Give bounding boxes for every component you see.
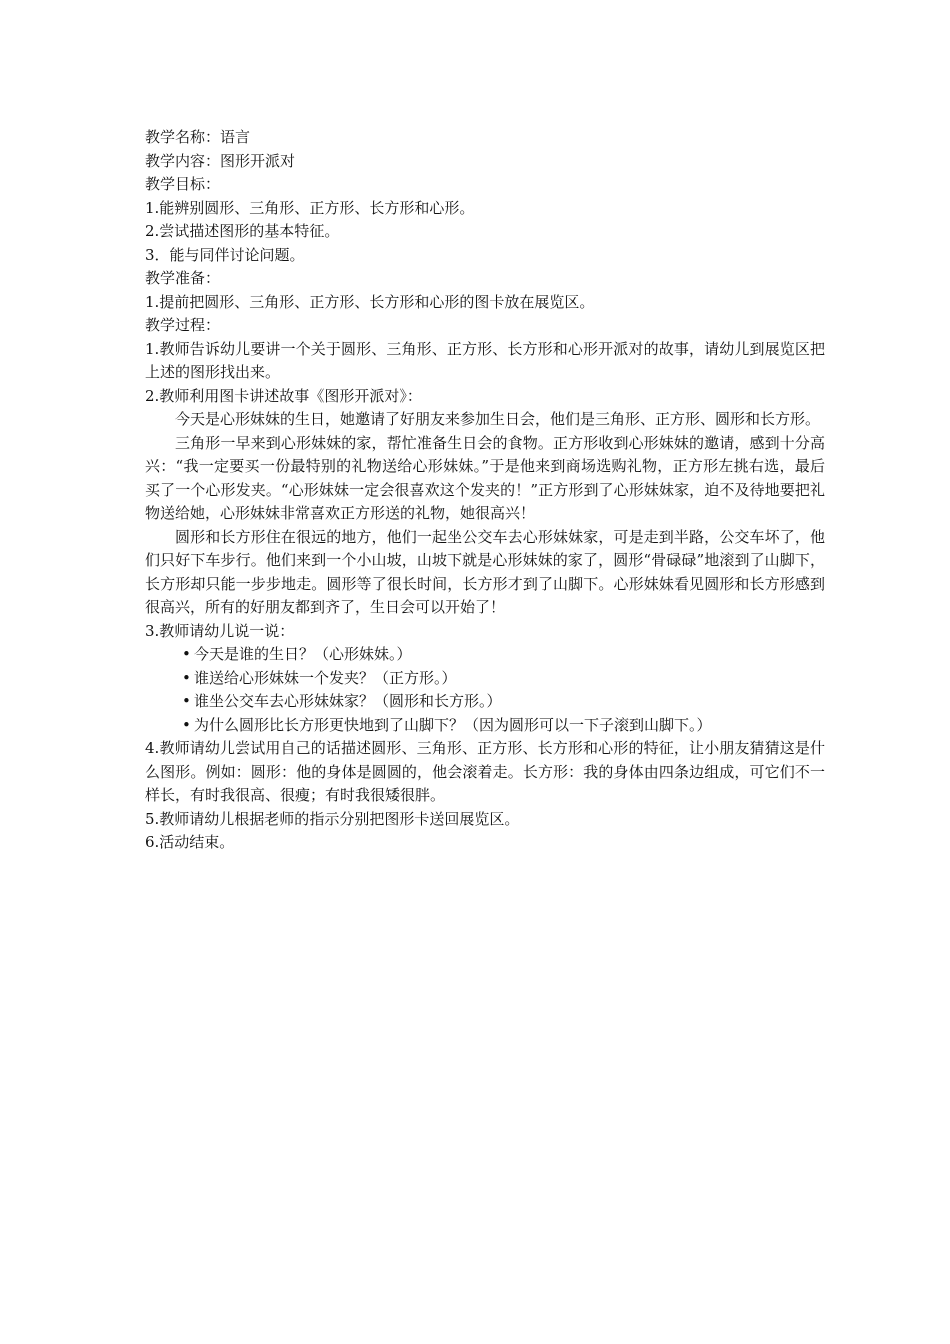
question-item xyxy=(145,643,825,667)
process-step-4: 4.教师请幼儿尝试用自己的话描述圆形、三角形、正方形、长方形和心形的特征，让小朋友猜猜这是什么图形。例如：圆形：他的身体是圆圆的，他会滚着走。长方形：我的身体由四条边组成，可它们不一样长，有时我很高、很瘦；有时我很矮很胖。 xyxy=(145,739,825,804)
story-paragraph: 三角形一早来到心形妹妹的家，帮忙准备生日会的食物。正方形收到心形妹妹的邀请，感到十分高兴：“我一定要买一份最特别的礼物送给心形妹妹。”于是他来到商场选购礼物，正方形左挑右选，最后买了一个心形发夹。“心形妹妹一定会很喜欢这个发夹的！”正方形到了心形妹妹家，迫不及待地要把礼物送给她，心形妹妹非常喜欢正方形送的礼物，她很高兴！ xyxy=(145,433,825,522)
goal-item: 2.尝试描述图形的基本特征。 xyxy=(145,222,340,240)
question-item xyxy=(145,714,825,738)
story-paragraph: 今天是心形妹妹的生日，她邀请了好朋友来参加生日会，他们是三角形、正方形、圆形和长方形。 xyxy=(175,410,821,428)
process-step-5: 5.教师请幼儿根据老师的指示分别把图形卡送回展览区。 xyxy=(145,809,520,828)
question-item xyxy=(145,690,825,714)
bullet-icon: • xyxy=(182,668,191,687)
question-item xyxy=(145,667,825,691)
story-paragraph: 圆形和长方形住在很远的地方，他们一起坐公交车去心形妹妹家，可是走到半路，公交车坏了，他们只好下车步行。他们来到一个小山坡，山坡下就是心形妹妹的家了，圆形“骨碌碌”地滚到了山脚下，长方形却只能一步步地走。圆形等了很长时间，长方形才到了山脚下。心形妹妹看见圆形和长方形感到很高兴，所有的好朋友都到齐了，生日会可以开始了！ xyxy=(145,527,825,616)
question-text: 今天是谁的生日？（心形妹妹。） xyxy=(194,645,412,663)
question-text: 谁送给心形妹妹一个发夹？（正方形。） xyxy=(194,668,457,687)
prep-item: 1.提前把圆形、三角形、正方形、长方形和心形的图卡放在展览区。 xyxy=(145,292,595,311)
goal-item: 3．能与同伴讨论问题。 xyxy=(145,245,305,264)
process-step-2: 2.教师利用图卡讲述故事《图形开派对》： xyxy=(145,386,422,405)
process-step-6: 6.活动结束。 xyxy=(145,833,235,851)
bullet-icon: • xyxy=(182,645,191,663)
process-step-1: 1.教师告诉幼儿要讲一个关于圆形、三角形、正方形、长方形和心形开派对的故事，请幼儿到展览区把上述的图形找出来。 xyxy=(145,339,825,381)
lesson-content: 教学内容：图形开派对 xyxy=(145,151,296,170)
question-text: 为什么圆形比长方形更快地到了山脚下？（因为圆形可以一下子滚到山脚下。） xyxy=(194,715,712,734)
bullet-icon: • xyxy=(182,692,191,710)
process-heading: 教学过程： xyxy=(145,316,221,334)
lesson-plan-document xyxy=(145,126,825,855)
lesson-name: 教学名称：语言 xyxy=(145,128,251,146)
question-text: 谁坐公交车去心形妹妹家？（圆形和长方形。） xyxy=(194,692,502,710)
prep-heading: 教学准备： xyxy=(145,269,221,287)
goal-item: 1.能辨别圆形、三角形、正方形、长方形和心形。 xyxy=(145,198,475,217)
goals-heading: 教学目标： xyxy=(145,175,221,193)
bullet-icon: • xyxy=(182,715,191,734)
process-step-3: 3.教师请幼儿说一说： xyxy=(145,621,295,640)
